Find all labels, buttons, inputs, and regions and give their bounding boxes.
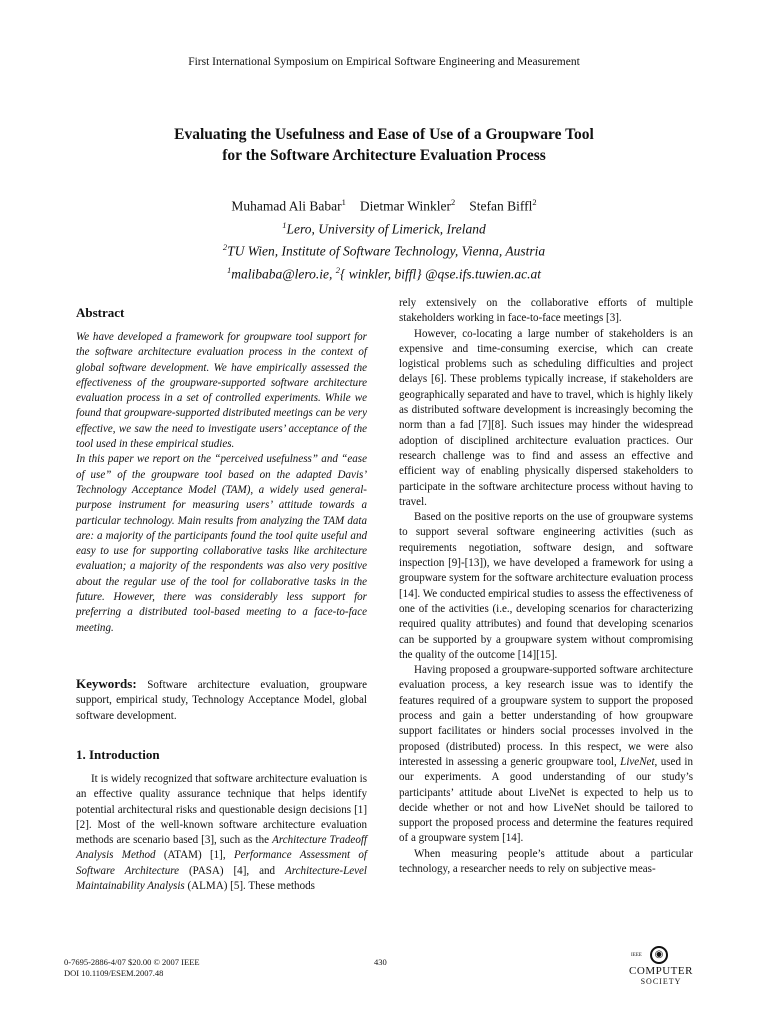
logo-line-2: SOCIETY (640, 977, 682, 986)
logo-line-1: COMPUTER (629, 965, 693, 977)
footer-isbn: 0-7695-2886-4/07 $20.00 © 2007 IEEE (64, 957, 200, 967)
keywords-label: Keywords: (76, 676, 137, 691)
author-names: Muhamad Ali Babar$^1$ Dietmar Winkler$^2$ Stefan Biffl$^2$ (231, 197, 537, 214)
affiliation-1: $^1$Lero, University of Limerick, Ireland (282, 219, 486, 236)
author-1: Muhamad Ali Babar (231, 198, 342, 214)
ieee-globe-icon: ◉ (650, 946, 668, 964)
abstract-paragraph: In this paper we report on the “perceived usefulness” and “ease of use” of the groupware tool based on the adapted Davis’ Technology Acceptance Model (TAM), a widely used general-purpose instrument for measuring users’ attitude towards a particular technology. Main results from analyzing the TAM data are: a majority of the participants found the tool quite useful and easy to use for supporting collaborative tasks like architecture evaluation; a majority of the respondents was also very positive about the regular use of the tool for collaborative tasks in the future. However, there was considerably less support for preferring a distributed tool-based meeting to a face-to-face meeting. (76, 453, 367, 634)
introduction-heading: 1. Introduction (76, 747, 160, 762)
author-3: Stefan Biffl (469, 198, 533, 214)
footer-copyright (64, 957, 200, 979)
ieee-label: IEEE (631, 953, 642, 958)
author-block (60, 193, 708, 283)
keywords-text: Software architecture evaluation, groupware support, empirical study, Technology Acceptance Model, global software development. (76, 679, 367, 722)
introduction-body (76, 772, 367, 894)
title-line-2: for the Software Architecture Evaluation Process (222, 147, 546, 164)
abstract-body (76, 330, 367, 636)
footer-doi: DOI 10.1109/ESEM.2007.48 (64, 968, 164, 978)
right-column-body (399, 296, 693, 877)
body-paragraph: Having proposed a groupware-supported software architecture evaluation process, a key research issue was to identify the features required of a groupware system to support the proposed process and gain a better understanding of how groupware support facilitates or hinders social processes involved in the proposed (distributed) process. In this respect, we were also interested in assessing a generic groupware tool, LiveNet, used in our experiments. A good understanding of our study’s participants’ attitude about LiveNet is expected to help us to decide whether or not and how LiveNet should be tailored to support the proposed process and determine the features required of a groupware system [14]. (399, 664, 693, 845)
body-paragraph: rely extensively on the collaborative efforts of multiple stakeholders working in face-to-face meetings [3]. (399, 297, 693, 325)
title-line-1: Evaluating the Usefulness and Ease of Use of a Groupware Tool (174, 126, 594, 143)
author-2: Dietmar Winkler (359, 198, 451, 214)
introduction-paragraph: It is widely recognized that software architecture evaluation is an effective quality assurance technique that helps identify potential architectural risks and questionable design decisions [1][2]. Most of the well-known software architecture evaluation methods are scenario based [3], such as the Architecture Tradeoff Analysis Method (ATAM) [1], Performance Assessment of Software Architecture (PASA) [4], and Architecture-Level Maintainability Analysis (ALMA) [5]. These methods (76, 773, 367, 893)
body-paragraph: Based on the positive reports on the use of groupware systems to support several software engineering activities (such as requirements negotiation, software design, and software inspection [9]-[13]), we have developed a framework for using a groupware system for the software architecture evaluation process [14]. We conducted empirical studies to assess the effectiveness of one of the activities (i.e., developing scenarios for characterizing required quality attributes) and found that developing scenarios can be supported by a groupware system without compromising the quality of the outcome [14][15]. (399, 511, 693, 661)
affiliation-2: $^2$TU Wien, Institute of Software Technology, Vienna, Austria (222, 242, 546, 259)
conference-header: First International Symposium on Empirical Software Engineering and Measurement (188, 56, 580, 68)
body-paragraph: However, co-locating a large number of stakeholders is an expensive and time-consuming exercise, which can create logistical problems such as scheduling difficulties and project delays [6]. These problems typically increase, if stakeholders are geographically separated and have to travel, which is highly likely as distributed software development is increasingly becoming the norm than a fad [7][8]. Such issues may hinder the widespread adoption of disciplined architecture evaluation practices. Our research challenge was to find and assess an effective and efficient way of enabling physically dispersed stakeholders to participate in the software architecture process without having to travel. (399, 327, 693, 508)
author-emails: $^1$malibaba@lero.ie, $^2${ winkler, biffl} @qse.ifs.tuwien.ac.at (226, 264, 541, 281)
abstract-paragraph: We have developed a framework for groupware tool support for the software architecture evaluation process in the context of global software development. We have empirically assessed the effectiveness of the groupware-supported software architecture evaluation process in a set of controlled experiments. While we found that groupware-supported distributed meetings can be very effective, we saw the need to investigate users’ acceptance of the tool used in these empirical studies. (76, 331, 367, 451)
keywords-section (76, 676, 367, 724)
body-paragraph: When measuring people’s attitude about a particular technology, a researcher needs to rely on subjective meas- (399, 847, 693, 875)
abstract-heading: Abstract (76, 305, 125, 320)
paper-title (60, 124, 708, 166)
computer-society-logo (625, 946, 697, 992)
page-number: 430 (374, 957, 387, 967)
